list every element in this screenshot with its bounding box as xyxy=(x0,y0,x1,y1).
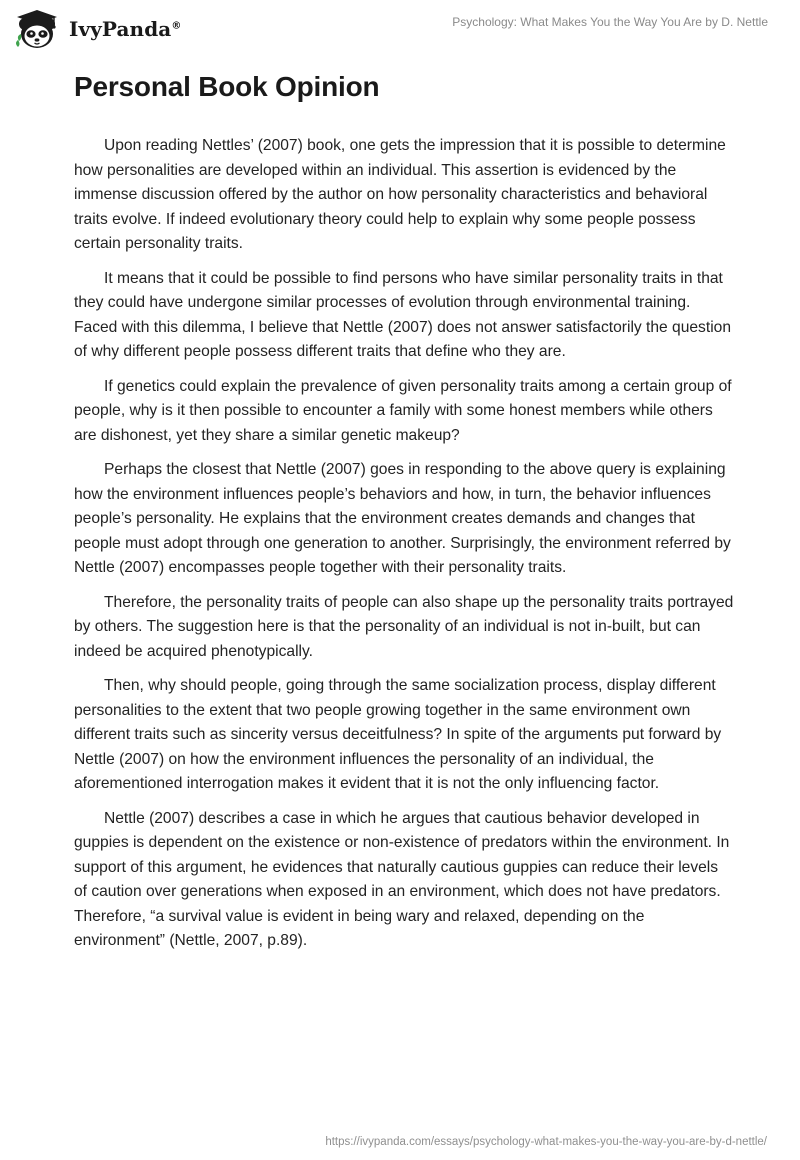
paragraph: It means that it could be possible to find persons who have similar personality traits in that they could have undergone similar processes of evolution through environmental training. Faced with this dilemma, I believe that Nettle (2007) does not answer satisfactorily the question of why different people possess different traits that define who they are. xyxy=(74,269,732,360)
paragraph: If genetics could explain the prevalence of given personality traits among a certain group of people, why is it then possible to encounter a family with some honest members while others are dishonest, yet they share a similar genetic makeup? xyxy=(74,377,732,444)
document-title: Psychology: What Makes You the Way You Are by D. Nettle xyxy=(452,15,768,29)
paragraph: Upon reading Nettles’ (2007) book, one gets the impression that it is possible to determine how personalities are developed within an individual. This assertion is evidenced by the immense discussion offered by the author on how personality characteristics and behavioral traits evolve. If indeed evolutionary theory could help to explain why some people possess certain personality traits. xyxy=(74,137,726,252)
page-header xyxy=(0,0,800,62)
panda-graduate-icon xyxy=(14,9,64,51)
paragraph: Then, why should people, going through the same socialization process, display different personalities to the extent that two people growing together in the same environment own different traits such as sincerity versus deceitfulness? In spite of the arguments put forward by Nettle (2007) on how the environment influences the personality of an individual, the aforementioned interrogation makes it evident that it is not the only influencing factor. xyxy=(74,677,722,792)
paragraph: Nettle (2007) describes a case in which he argues that cautious behavior developed in guppies is dependent on the existence or non-existence of predators within the environment. In support of this argument, he evidences that naturally cautious guppies can reduce their levels of caution over generations when exposed in an environment, which does not have predators. Therefore, “a survival value is evident in being wary and relaxed, depending on the environment” (Nettle, 2007, p.89). xyxy=(74,809,730,949)
article-body xyxy=(74,134,734,964)
paragraph: Perhaps the closest that Nettle (2007) goes in responding to the above query is explaining how the environment influences people’s behaviors and how, in turn, the behavior influences people’s personality. He explains that the environment creates demands and changes that people must adopt through one generation to another. Surprisingly, the environment referred by Nettle (2007) encompasses people together with their personality traits. xyxy=(74,461,731,576)
logo-wordmark xyxy=(69,17,181,41)
page-title: Personal Book Opinion xyxy=(74,71,380,102)
registered-mark: ® xyxy=(171,20,182,32)
logo-text: IvyPanda xyxy=(69,17,172,41)
paragraph: Therefore, the personality traits of people can also shape up the personality traits portrayed by others. The suggestion here is that the personality of an individual is not in-built, but can indeed be acquired phenotypically. xyxy=(74,593,734,660)
source-url-link[interactable]: https://ivypanda.com/essays/psychology-what-makes-you-the-way-you-are-by-d-nettle/ xyxy=(325,1136,767,1148)
ivypanda-logo[interactable] xyxy=(14,9,181,51)
